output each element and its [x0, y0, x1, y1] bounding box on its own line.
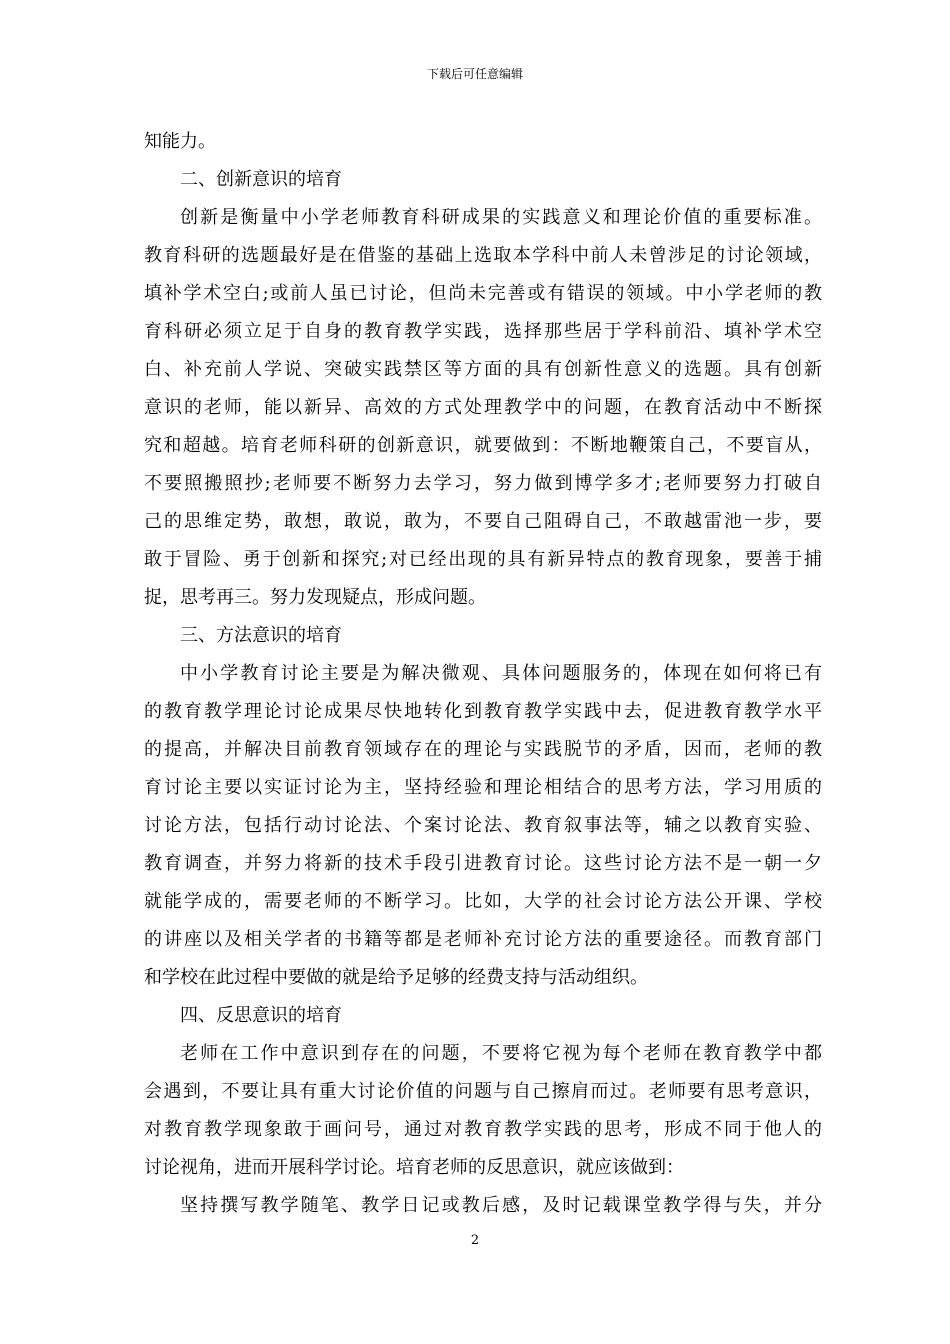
body-text-line: 不要照搬照抄;老师要不断努力去学习，努力做到博学多才;老师要努力打破自 — [144, 473, 822, 494]
body-text-line: 的提高，并解决目前教育领域存在的理论与实践脱节的矛盾，因而，老师的教 — [144, 739, 822, 760]
body-text-line: 白、补充前人学说、突破实践禁区等方面的具有创新性意义的选题。具有创新 — [144, 359, 822, 380]
page-number: 2 — [470, 1233, 480, 1248]
body-text-line: 就能学成的，需要老师的不断学习。比如，大学的社会讨论方法公开课、学校 — [144, 891, 822, 912]
body-text-line: 己的思维定势，敢想，敢说，敢为，不要自己阻碍自己，不敢越雷池一步，要 — [144, 511, 822, 532]
page-header: 下载后可任意编辑 — [426, 67, 523, 81]
body-text-line: 和学校在此过程中要做的就是给予足够的经费支持与活动组织。 — [144, 967, 648, 988]
document-body — [144, 123, 822, 1225]
body-text-line: 讨论方法，包括行动讨论法、个案讨论法、教育叙事法等，辅之以教育实验、 — [144, 815, 822, 836]
section-heading: 四、反思意识的培育 — [180, 1005, 342, 1026]
body-text-line: 知能力。 — [144, 131, 216, 152]
body-text-line: 对教育教学现象敢于画问号，通过对教育教学实践的思考，形成不同于他人的 — [144, 1119, 822, 1140]
body-text-line: 中小学教育讨论主要是为解决微观、具体问题服务的，体现在如何将已有 — [180, 663, 822, 684]
section-heading: 二、创新意识的培育 — [180, 169, 342, 190]
body-text-line: 坚持撰写教学随笔、教学日记或教后感，及时记载课堂教学得与失，并分 — [180, 1195, 822, 1216]
section-heading: 三、方法意识的培育 — [180, 625, 342, 646]
body-text-line: 教育调查，并努力将新的技术手段引进教育讨论。这些讨论方法不是一朝一夕 — [144, 853, 822, 874]
body-text-line: 育讨论主要以实证讨论为主，坚持经验和理论相结合的思考方法，学习用质的 — [144, 777, 822, 798]
body-text-line: 老师在工作中意识到存在的问题，不要将它视为每个老师在教育教学中都 — [180, 1043, 822, 1064]
body-text-line: 教育科研的选题最好是在借鉴的基础上选取本学科中前人未曾涉足的讨论领域， — [144, 245, 822, 266]
body-text-line: 创新是衡量中小学老师教育科研成果的实践意义和理论价值的重要标准。 — [180, 207, 822, 228]
body-text-line: 的讲座以及相关学者的书籍等都是老师补充讨论方法的重要途径。而教育部门 — [144, 929, 822, 950]
body-text-line: 究和超越。培育老师科研的创新意识，就要做到：不断地鞭策自己，不要盲从， — [144, 435, 822, 456]
body-text-line: 意识的老师，能以新异、高效的方式处理教学中的问题，在教育活动中不断探 — [144, 397, 822, 418]
body-text-line: 讨论视角，进而开展科学讨论。培育老师的反思意识，就应该做到： — [144, 1157, 684, 1178]
body-text-line: 敢于冒险、勇于创新和探究;对已经出现的具有新异特点的教育现象，要善于捕 — [144, 549, 822, 570]
body-text-line: 的教育教学理论讨论成果尽快地转化到教育教学实践中去，促进教育教学水平 — [144, 701, 822, 722]
body-text-line: 会遇到，不要让具有重大讨论价值的问题与自己擦肩而过。老师要有思考意识， — [144, 1081, 822, 1102]
body-text-line: 填补学术空白;或前人虽已讨论，但尚未完善或有错误的领域。中小学老师的教 — [144, 283, 822, 304]
body-text-line: 捉，思考再三。努力发现疑点，形成问题。 — [144, 587, 486, 608]
body-text-line: 育科研必须立足于自身的教育教学实践，选择那些居于学科前沿、填补学术空 — [144, 321, 822, 342]
